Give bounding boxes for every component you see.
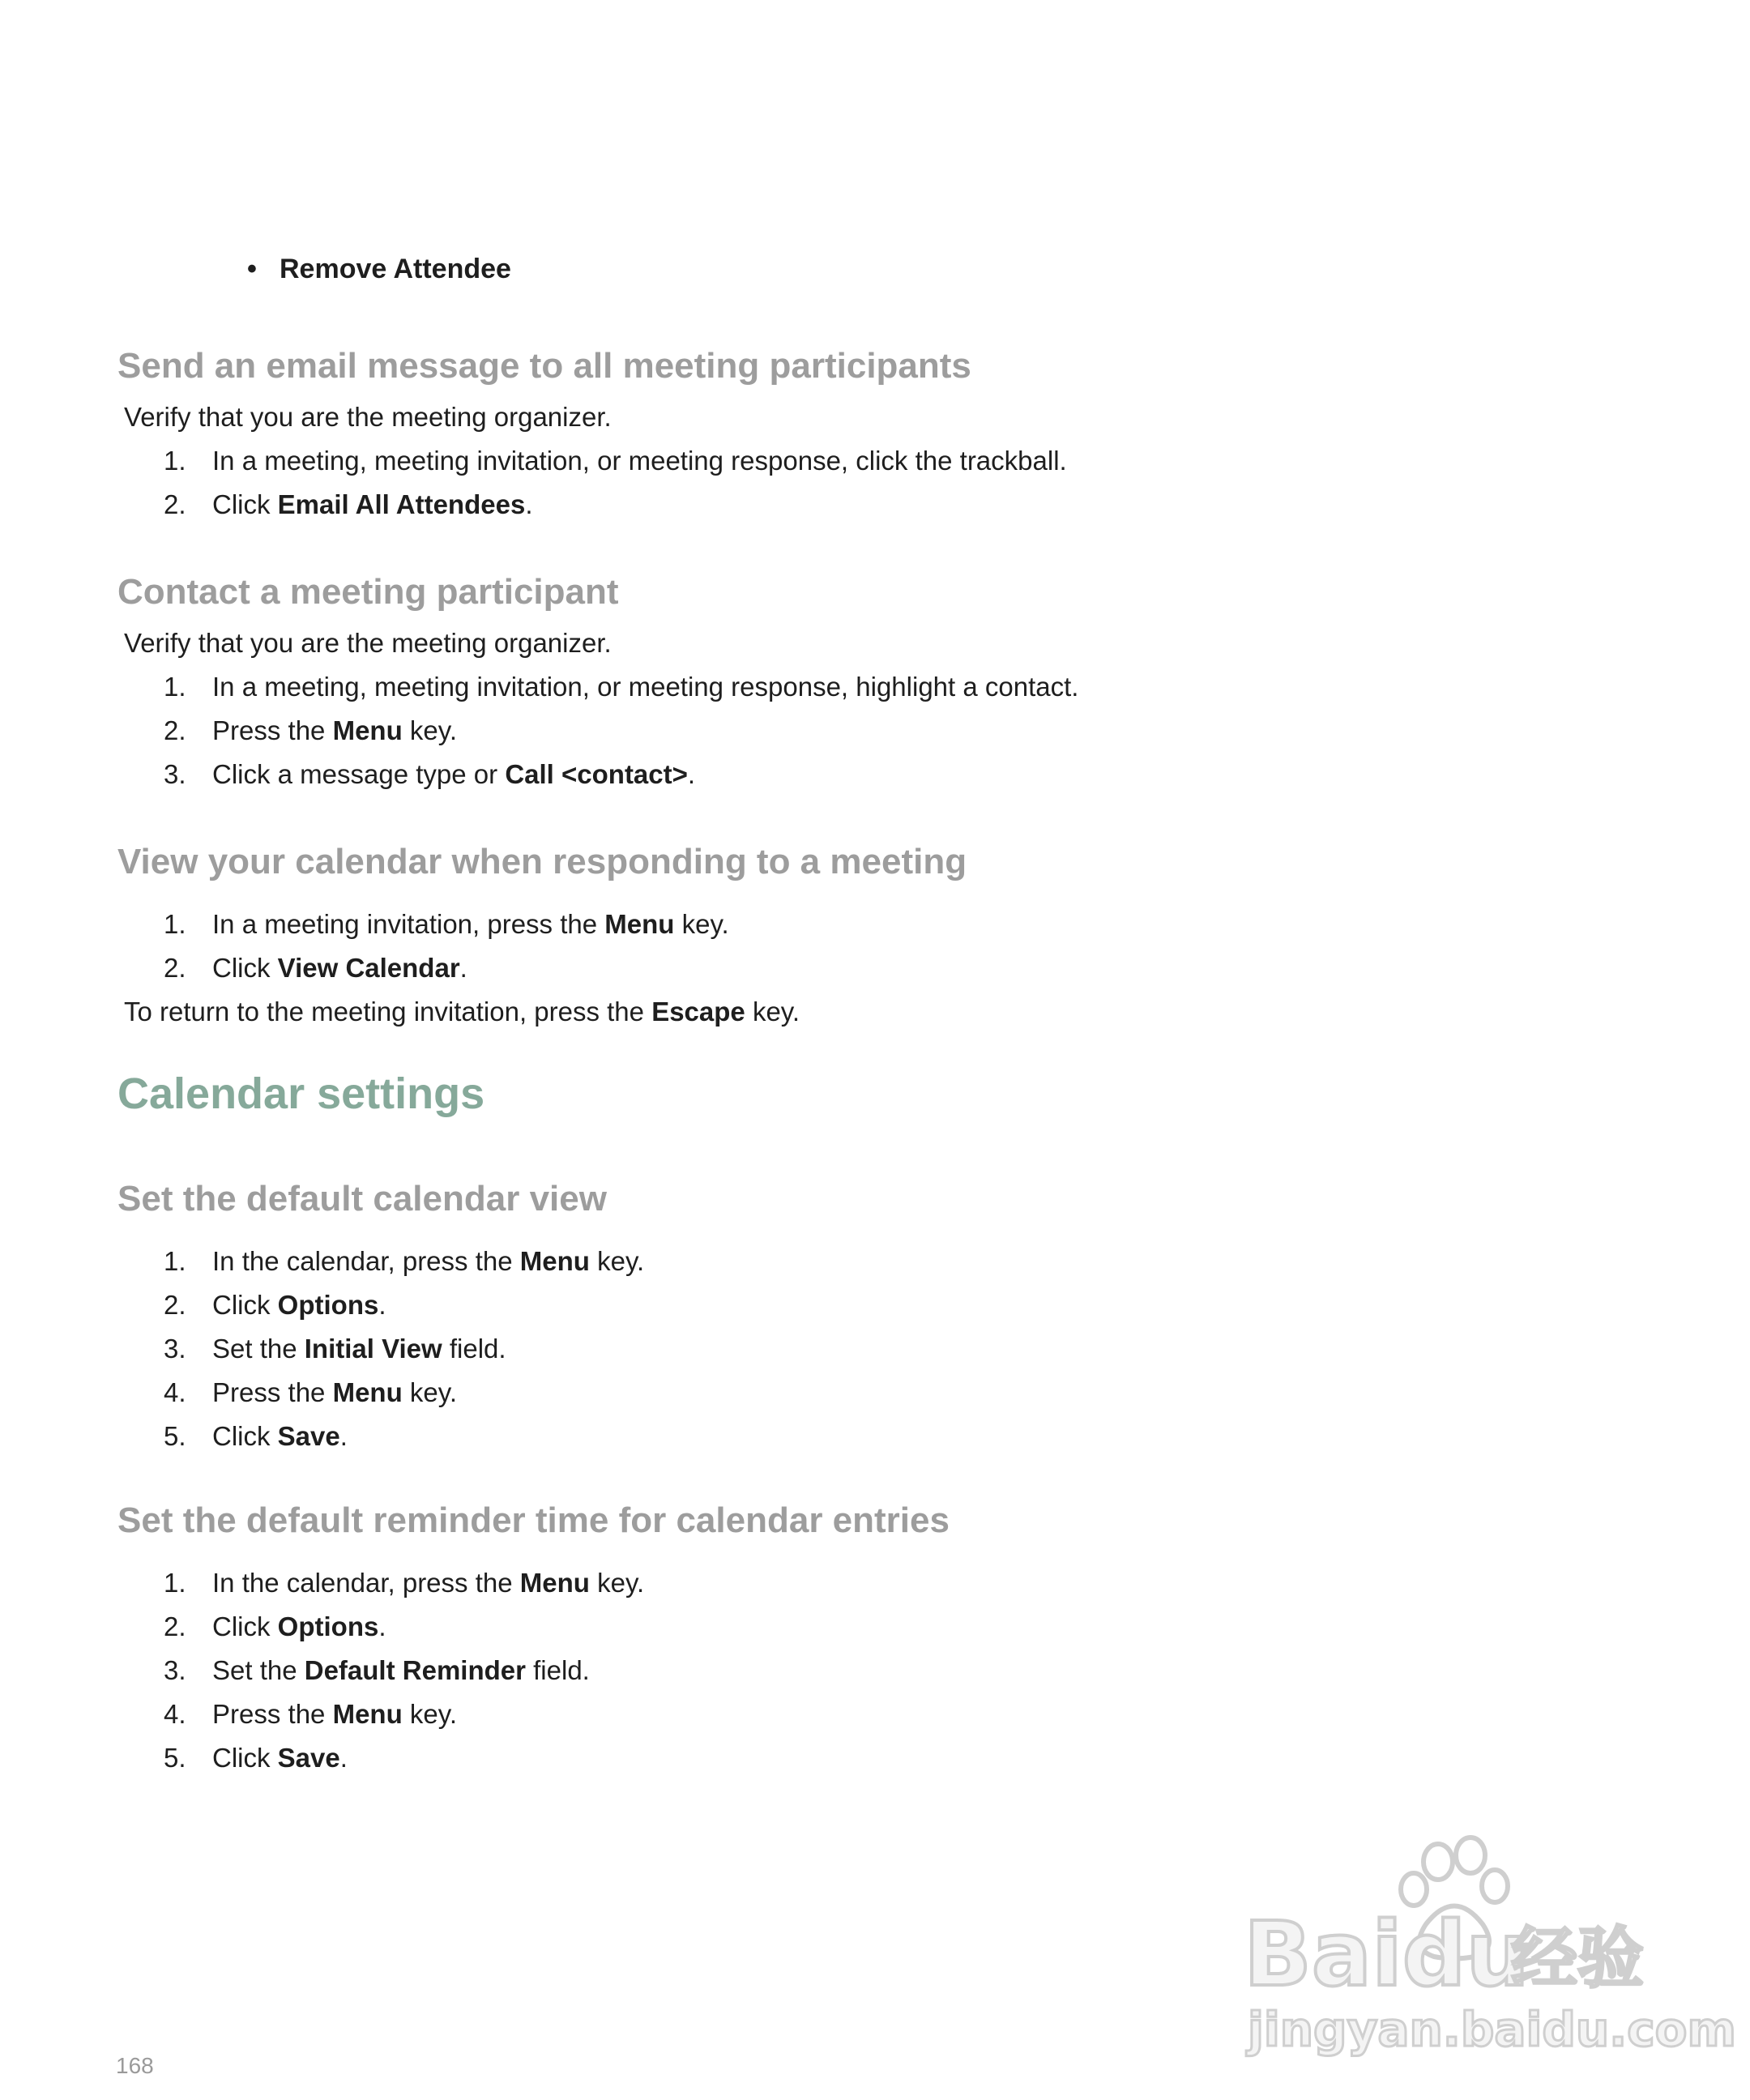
step-item [117,709,1657,753]
heading-default-view: Set the default calendar view [117,1179,607,1219]
step-text: In the calendar, press the Menu key. [212,1568,645,1598]
step-text: Press the Menu key. [212,1377,457,1407]
step-number: 4. [164,1377,186,1407]
step-number: 1. [164,909,186,939]
step-item [117,1692,1657,1736]
step-number: 2. [164,1611,186,1641]
prereq-note: Verify that you are the meeting organizer. [124,402,612,432]
step-text: Click a message type or Call <contact>. [212,759,696,789]
step-item [117,1736,1657,1780]
result-note: To return to the meeting invitation, press the Escape key. [124,997,800,1027]
watermark-url: jingyan.baidu.com [1248,2002,1736,2057]
section-calendar-settings [117,1067,1657,1120]
step-number: 3. [164,1655,186,1685]
section-default-reminder [117,1498,1657,1780]
step-item [117,1561,1657,1605]
baidu-watermark-logo [1244,1839,1736,2058]
heading-contact: Contact a meeting participant [117,572,619,612]
step-number: 2. [164,1290,186,1320]
step-item [117,903,1657,946]
bullet-marker: • [247,254,257,284]
step-number: 1. [164,446,186,476]
step-number: 4. [164,1699,186,1729]
step-item [117,665,1657,709]
section-email-all [117,344,1657,527]
step-number: 2. [164,715,186,745]
page-number: 168 [116,2053,154,2078]
step-text: Set the Default Reminder field. [212,1655,590,1685]
watermark-brand: Baidu [1244,1902,1530,2006]
step-text: Press the Menu key. [212,1699,457,1729]
step-item [117,1415,1657,1458]
heading-email-all: Send an email message to all meeting participants [117,346,971,386]
bullet-text: Remove Attendee [280,254,511,284]
step-item [117,1283,1657,1327]
section-default-view [117,1176,1657,1458]
bullet-item [247,251,511,287]
section-contact [117,570,1657,796]
step-item [117,1327,1657,1371]
step-text: Set the Initial View field. [212,1334,506,1364]
step-item [117,1240,1657,1283]
step-text: Press the Menu key. [212,715,457,745]
step-number: 1. [164,1568,186,1598]
heading-calendar-settings: Calendar settings [117,1069,485,1118]
steps-list [117,1561,1657,1780]
step-item [117,1371,1657,1415]
step-text: In a meeting, meeting invitation, or meeting response, click the trackball. [212,446,1067,476]
step-number: 3. [164,759,186,789]
step-text: Click Save. [212,1743,348,1773]
step-text: In a meeting, meeting invitation, or meeting response, highlight a contact. [212,672,1079,702]
steps-list [117,1240,1657,1458]
step-number: 5. [164,1743,186,1773]
prereq-note: Verify that you are the meeting organizer. [124,628,612,658]
step-number: 2. [164,489,186,519]
watermark-cn: 经验 [1511,1920,1645,1997]
step-item [117,483,1657,527]
step-text: Click Options. [212,1611,386,1641]
step-text: Click Options. [212,1290,386,1320]
heading-view-calendar: View your calendar when responding to a meeting [117,842,967,881]
step-text: Click Email All Attendees. [212,489,533,519]
step-number: 2. [164,953,186,983]
steps-list [117,903,1657,990]
step-item [117,946,1657,990]
step-number: 1. [164,1246,186,1276]
step-number: 1. [164,672,186,702]
step-number: 3. [164,1334,186,1364]
step-item [117,1605,1657,1649]
step-number: 5. [164,1421,186,1451]
step-text: Click Save. [212,1421,348,1451]
steps-list [117,439,1657,527]
step-text: In a meeting invitation, press the Menu key. [212,909,729,939]
section-view-calendar [117,839,1657,1034]
heading-default-reminder: Set the default reminder time for calendar entries [117,1500,950,1540]
step-item [117,753,1657,796]
steps-list [117,665,1657,796]
step-text: In the calendar, press the Menu key. [212,1246,645,1276]
step-item [117,1649,1657,1692]
step-item [117,439,1657,483]
step-text: Click View Calendar. [212,953,467,983]
